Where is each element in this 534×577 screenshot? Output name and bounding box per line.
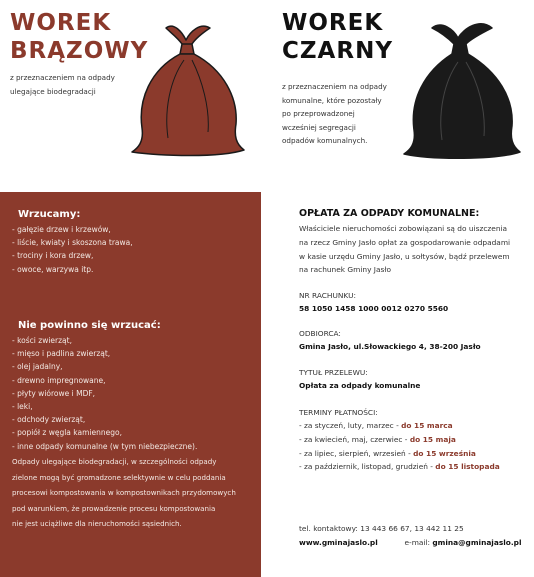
note-line: nie jest uciążliwe dla nieruchomości sąsiednich. [12, 519, 182, 529]
list-item: - owoce, warzywa itp. [12, 264, 94, 274]
term-item [299, 460, 500, 474]
note-line: procesowi kompostowania w kompostownikach przydomowych [12, 488, 236, 498]
fee-intro-line: Właściciele nieruchomości zobowiązani są do uiszczenia [299, 224, 508, 233]
black-bag-desc-line: odpadów komunalnych. [282, 136, 368, 145]
website-link[interactable]: www.gminajaslo.pl [299, 538, 378, 547]
list-item: - płyty wiórowe i MDF, [12, 388, 96, 398]
brown-bag-desc-line: ulegające biodegradacji [10, 86, 96, 96]
fee-heading: OPŁATA ZA ODPADY KOMUNALNE: [299, 208, 480, 219]
recipient-value: Gmina Jasło, ul.Słowackiego 4, 38-200 Jasło [299, 342, 481, 351]
list-item: - mięso i padlina zwierząt, [12, 349, 111, 359]
term-item [299, 433, 500, 447]
term-deadline: do 15 maja [409, 434, 456, 444]
black-bag-description [282, 80, 387, 148]
email-link[interactable]: gmina@gminajaslo.pl [432, 538, 522, 547]
note-line: zielone mogą być gromadzone selektywnie w celu poddania [12, 472, 226, 482]
brown-bag-title-line1: WOREK [10, 10, 112, 36]
composting-note [12, 454, 248, 532]
contact-line [299, 536, 521, 550]
term-period: - za styczeń, luty, marzec - [299, 421, 402, 430]
forbidden-heading: Nie powinno się wrzucać: [18, 320, 161, 331]
email-label: e-mail: [404, 538, 433, 547]
fee-intro-line: w kasie urzędu Gminy Jasło, u sołtysów, bądź przelewem [299, 251, 510, 261]
brown-bag-title [10, 9, 148, 65]
black-bag-icon [402, 18, 524, 163]
allowed-heading: Wrzucamy: [18, 209, 81, 220]
note-line: Odpady ulegające biodegradacji, w szczególności odpady [12, 457, 217, 466]
list-item: - gałęzie drzew i krzewów, [12, 225, 111, 234]
black-bag-title [282, 9, 393, 65]
list-item: - inne odpady komunalne (w tym niebezpieczne). [12, 441, 198, 451]
brown-bag-description [10, 71, 115, 98]
black-bag-desc-line: z przeznaczeniem na odpady [282, 82, 387, 91]
list-item: - trociny i kora drzew, [12, 251, 94, 261]
contact-phone: tel. kontaktowy: 13 443 66 67, 13 442 11 25 [299, 524, 464, 533]
forbidden-list [12, 334, 197, 453]
brown-bag-desc-line: z przeznaczeniem na odpady [10, 73, 115, 82]
term-period: - za kwiecień, maj, czerwiec - [299, 434, 410, 444]
term-item [299, 447, 500, 461]
brown-bag-icon [130, 20, 248, 160]
term-item [299, 419, 500, 433]
fee-intro [299, 222, 510, 277]
terms-label: TERMINY PŁATNOŚCI: [299, 408, 378, 417]
biodegradable-info-panel [0, 192, 261, 577]
term-period: - za lipiec, sierpień, wrzesień - [299, 448, 414, 458]
allowed-list [12, 223, 133, 276]
list-item: - olej jadalny, [12, 362, 63, 372]
list-item: - kości zwierząt, [12, 336, 72, 345]
list-item: - leki, [12, 402, 33, 412]
black-bag-title-line1: WOREK [282, 10, 384, 36]
fee-intro-line: na rzecz Gminy Jasło opłat za gospodarowanie odpadami [299, 237, 511, 247]
recipient-label: ODBIORCA: [299, 329, 341, 338]
transfer-title-value: Opłata za odpady komunalne [299, 381, 421, 390]
transfer-title-label: TYTUŁ PRZELEWU: [299, 368, 368, 377]
list-item: - drewno impregnowane, [12, 375, 106, 385]
list-item: - popiół z węgla kamiennego, [12, 428, 122, 438]
black-bag-desc-line: wcześniej segregacji [282, 122, 356, 132]
list-item: - odchody zwierząt, [12, 415, 86, 425]
brown-bag-title-line2: BRĄZOWY [10, 38, 149, 64]
fee-intro-line: na rachunek Gminy Jasło [299, 265, 391, 275]
terms-list [299, 419, 500, 474]
black-bag-desc-line: po przeprowadzonej [282, 109, 355, 118]
list-item: - liście, kwiaty i skoszona trawa, [12, 238, 133, 248]
black-bag-title-line2: CZARNY [282, 38, 393, 64]
term-deadline: do 15 marca [401, 421, 453, 430]
black-bag-desc-line: komunalne, które pozostały [282, 95, 382, 105]
term-period: - za październik, listopad, grudzień - [299, 462, 436, 472]
note-line: pod warunkiem, że prowadzenie procesu kompostowania [12, 503, 216, 513]
account-label: NR RACHUNKU: [299, 291, 356, 300]
account-number: 58 1050 1458 1000 0012 0270 5560 [299, 304, 449, 313]
term-deadline: do 15 września [413, 448, 476, 458]
term-deadline: do 15 listopada [435, 462, 500, 472]
